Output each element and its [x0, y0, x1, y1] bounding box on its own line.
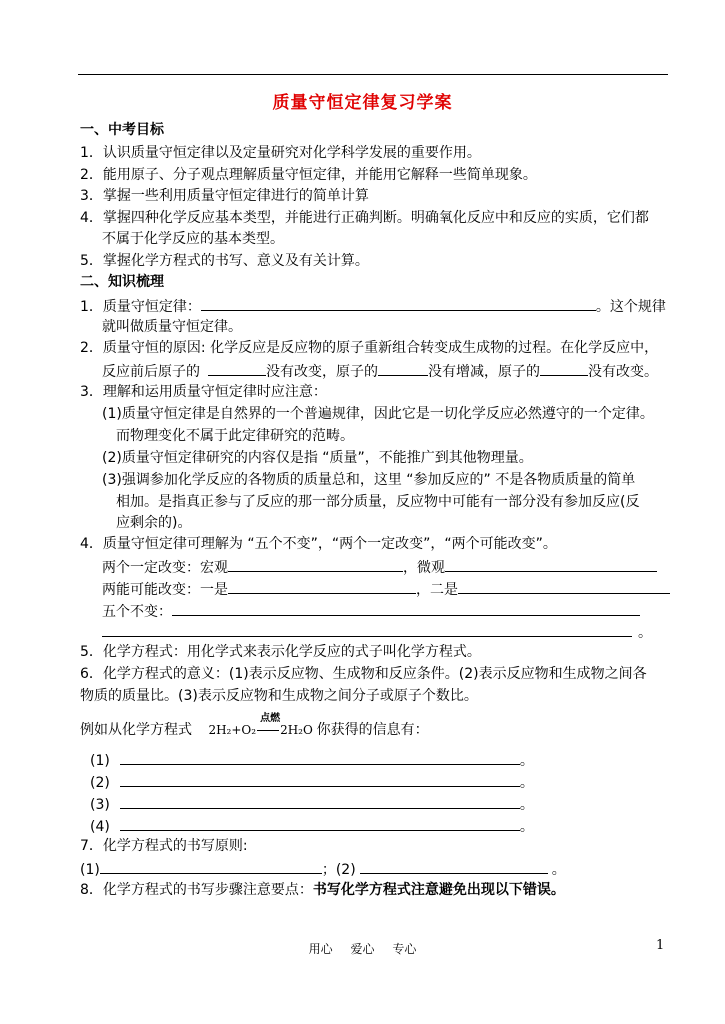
answer-blank[interactable]: [172, 601, 640, 616]
footer-item: 专心: [392, 942, 417, 956]
info-item-4: (4) 。: [90, 816, 534, 836]
knowledge-3-1-cont: 而物理变化不属于此定律研究的范畴。: [116, 428, 354, 444]
answer-blank[interactable]: [445, 557, 657, 572]
footer: [0, 940, 725, 957]
answer-blank[interactable]: [378, 361, 428, 376]
answer-blank[interactable]: [458, 579, 670, 594]
knowledge-3-3: (3)强调参加化学反应的各物质的质量总和，这里 “参加反应的” 不是各物质质量的简单: [102, 472, 636, 488]
answer-blank[interactable]: [120, 750, 520, 765]
answer-blank[interactable]: [360, 859, 548, 874]
answer-blank[interactable]: [102, 622, 632, 637]
knowledge-8: 8．化学方程式的书写步骤注意要点：书写化学方程式注意避免出现以下错误。: [80, 882, 565, 898]
answer-blank[interactable]: [120, 772, 520, 787]
goal-item-4: 4．掌握四种化学反应基本类型，并能进行正确判断。明确氧化反应中和反应的实质，它们都: [80, 210, 649, 226]
info-item-3: (3) 。: [90, 794, 534, 814]
two-must-change: 两个一定改变：宏观 ，微观: [102, 557, 657, 577]
info-item-2: (2) 。: [90, 772, 534, 792]
answer-blank[interactable]: [100, 859, 322, 874]
knowledge-1-cont: 就叫做质量守恒定律。: [102, 319, 242, 335]
document-title: 质量守恒定律复习学案: [272, 93, 453, 113]
answer-blank[interactable]: [540, 361, 588, 376]
answer-blank[interactable]: [228, 579, 416, 594]
goal-item-4-cont: 不属于化学反应的基本类型。: [102, 231, 284, 247]
section-heading-goals: 一、中考目标: [80, 122, 164, 138]
answer-blank[interactable]: [208, 361, 266, 376]
knowledge-7-principles: (1) ；(2) 。: [80, 859, 566, 879]
page-number: 1: [656, 938, 665, 953]
answer-blank[interactable]: [120, 794, 520, 809]
knowledge-3: 3．理解和运用质量守恒定律时应注意：: [80, 384, 327, 400]
answer-blank[interactable]: [228, 557, 403, 572]
section-heading-knowledge: 二、知识梳理: [80, 274, 164, 290]
example-line: 例如从化学方程式 2H₂+O₂ 点燃 2H₂O 你获得的信息有：: [80, 713, 429, 738]
footer-item: 爱心: [350, 942, 375, 956]
five-unchanged-cont: 。: [102, 622, 652, 642]
knowledge-7: 7．化学方程式的书写原则:: [80, 838, 248, 854]
goal-item-3: 3．掌握一些利用质量守恒定律进行的简单计算: [80, 188, 369, 204]
goal-item-1: 1．认识质量守恒定律以及定量研究对化学科学发展的重要作用。: [80, 145, 481, 161]
chemical-equation: 2H₂+O₂ 点燃 2H₂O: [208, 713, 313, 737]
knowledge-2: 2．质量守恒的原因: 化学反应是反应物的原子重新组合转变成生成物的过程。在化学反应中，: [80, 340, 659, 356]
header-rule: [78, 74, 668, 75]
info-item-1: (1) 。: [90, 750, 534, 770]
knowledge-2-cont: 反应前后原子的 没有改变，原子的 没有增减，原子的 没有改变。: [102, 361, 658, 381]
knowledge-3-1: (1)质量守恒定律是自然界的一个普遍规律，因此它是一切化学反应必然遵守的一个定律。: [102, 406, 654, 422]
goal-item-5: 5．掌握化学方程式的书写、意义及有关计算。: [80, 253, 369, 269]
knowledge-3-3-cont: 相加。是指真正参与了反应的那一部分质量，反应物中可能有一部分没有参加反应(反: [116, 494, 640, 510]
knowledge-3-3-cont2: 应剩余的)。: [116, 515, 192, 531]
knowledge-3-2: (2)质量守恒定律研究的内容仅是指 “质量”，不能推广到其他物理量。: [102, 450, 533, 466]
five-unchanged: 五个不变：: [102, 601, 640, 621]
knowledge-6-cont: 物质的质量比。(3)表示反应物和生成物之间分子或原子个数比。: [80, 688, 478, 704]
knowledge-1: 1．质量守恒定律： 。这个规律: [80, 296, 666, 316]
footer-item: 用心: [308, 942, 333, 956]
knowledge-6: 6．化学方程式的意义：(1)表示反应物、生成物和反应条件。(2)表示反应物和生成物之间各: [80, 666, 647, 682]
answer-blank[interactable]: [201, 296, 596, 311]
knowledge-4: 4．质量守恒定律可理解为 “五个不变”，“两个一定改变”，“两个可能改变”。: [80, 536, 557, 552]
goal-item-2: 2．能用原子、分子观点理解质量守恒定律，并能用它解释一些简单现象。: [80, 167, 537, 183]
two-may-change: 两能可能改变：一是 ，二是: [102, 579, 670, 599]
knowledge-5: 5．化学方程式：用化学式来表示化学反应的式子叫化学方程式。: [80, 644, 481, 660]
answer-blank[interactable]: [120, 816, 520, 831]
